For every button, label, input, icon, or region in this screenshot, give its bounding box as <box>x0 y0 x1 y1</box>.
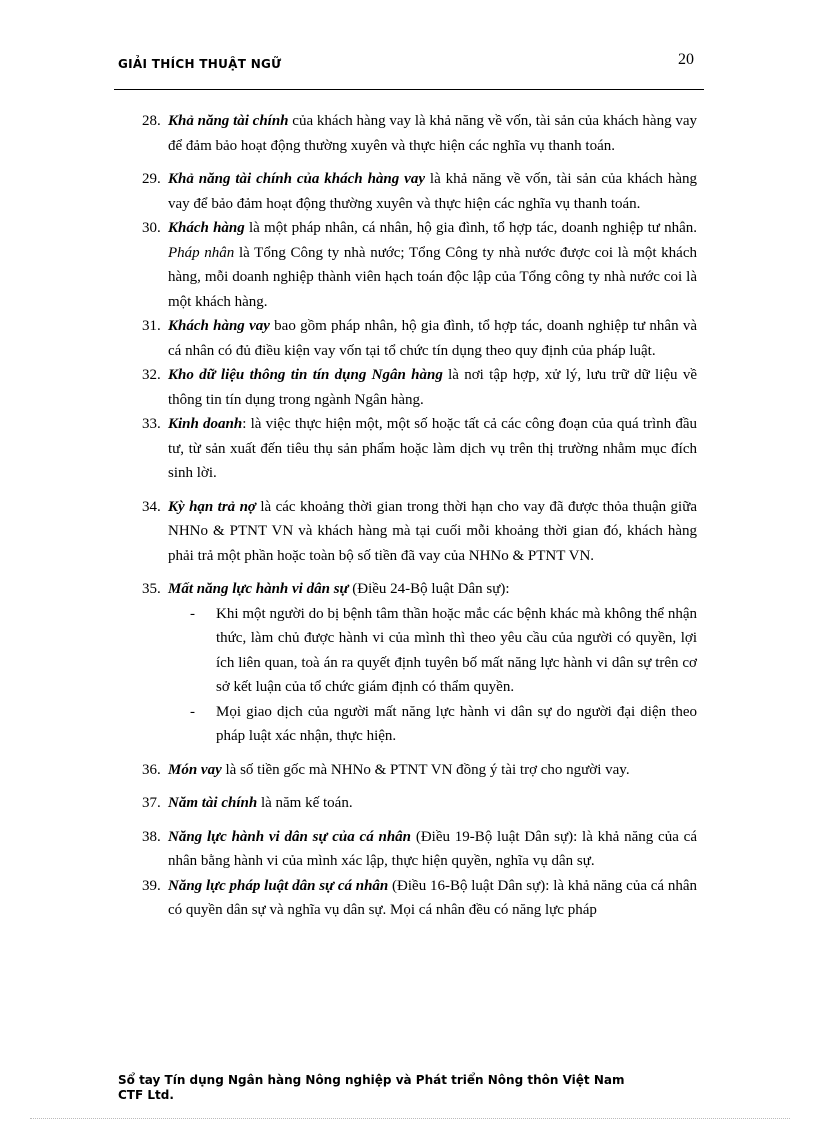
entry-definition: là khả năng về vốn, tài sản của khách hàng vay để bảo đảm hoạt động thường xuyên và thực hiện các nghĩa vụ thanh toán. <box>168 171 698 212</box>
entry-term: Kỳ hạn trả nợ <box>168 498 256 515</box>
entry-term: Năng lực hành vi dân sự của cá nhân <box>168 828 412 845</box>
entry-term: Khả năng tài chính của khách hàng vay <box>168 171 425 187</box>
entry-number: 39. <box>142 877 161 894</box>
footer-publisher: CTF Ltd. <box>118 1088 174 1102</box>
entry-definition: bao gồm pháp nhân, hộ gia đình, tổ hợp tác, doanh nghiệp tư nhân và cá nhân có đủ điều kiện vay vốn tại tổ chức tín dụng theo quy định của pháp luật. <box>168 318 697 359</box>
glossary-entry-30 <box>142 216 697 314</box>
entry-term: Khách hàng <box>168 220 245 236</box>
glossary-entry-34 <box>142 495 697 569</box>
entry-term: Năng lực pháp luật dân sự cá nhân <box>168 877 389 894</box>
list-item <box>190 700 697 749</box>
glossary-entry-33 <box>142 412 697 486</box>
entry-number: 36. <box>142 761 161 778</box>
header-divider <box>114 89 704 90</box>
list-dash: - <box>190 703 195 720</box>
entry-definition: là số tiền gốc mà NHNo & PTNT VN đồng ý tài trợ cho người vay. <box>221 761 630 778</box>
entry-definition: của khách hàng vay là khả năng về vốn, tài sản của khách hàng vay để đảm bảo hoạt động thường xuyên và thực hiện các nghĩa vụ thanh toán. <box>168 113 697 154</box>
entry-number: 34. <box>142 498 161 515</box>
entry-term: Khách hàng vay <box>168 318 270 334</box>
glossary-entry-36 <box>142 758 697 783</box>
entry-definition: : là việc thực hiện một, một số hoặc tất cả các công đoạn của quá trình đầu tư, từ sản xuất đến tiêu thụ sản phẩm hoặc làm dịch vụ trên thị trường nhằm mục đích sinh lời. <box>168 416 698 481</box>
list-item-text: Khi một người do bị bệnh tâm thần hoặc mắc các bệnh khác mà không thể nhận thức, làm chủ được hành vi của mình thì theo yêu cầu của người có quyền, lợi ích liên quan, toà án ra quyết định tuyên bố mất năng lực hành vi dân sự trên cơ sở kết luận của tổ chức giám định có thẩm quyền. <box>216 605 697 695</box>
footer-divider <box>30 1118 790 1119</box>
entry-definition: là nơi tập hợp, xử lý, lưu trữ dữ liệu về thông tin tín dụng trong ngành Ngân hàng. <box>168 367 697 408</box>
entry-number: 33. <box>142 416 161 432</box>
glossary-entry-35 <box>142 577 697 602</box>
entry-definition: là các khoảng thời gian trong thời hạn cho vay đã được thỏa thuận giữa NHNo & PTNT VN và khách hàng mà tại cuối mỗi khoảng thời gian đó, khách hàng phải trả một phần hoặc toàn bộ số tiền đã vay của NHNo & PTNT VN. <box>168 498 697 564</box>
entry-number: 35. <box>142 581 161 597</box>
entry-definition: là năm kế toán. <box>257 795 353 811</box>
entry-definition: (Điều 16-Bộ luật Dân sự): là khả năng của cá nhân có quyền dân sự và nghĩa vụ dân sự. Mọi cá nhân đều có năng lực pháp <box>168 877 697 918</box>
entry-number: 29. <box>142 171 161 187</box>
glossary-entry-39 <box>142 874 697 923</box>
glossary-entry-32 <box>142 363 697 412</box>
entry-definition: (Điều 19-Bộ luật Dân sự): là khả năng của cá nhân bằng hành vi của mình xác lập, thực hiện quyền, nghĩa vụ dân sự. <box>168 828 697 869</box>
list-item <box>190 602 697 700</box>
running-header-title: GIẢI THÍCH THUẬT NGỮ <box>118 57 282 71</box>
glossary-body <box>142 109 697 923</box>
entry-term: Mất năng lực hành vi dân sự <box>168 581 349 597</box>
list-item-text: Mọi giao dịch của người mất năng lực hành vi dân sự do người đại diện theo pháp luật xác nhận, thực hiện. <box>216 703 697 744</box>
entry-number: 30. <box>142 220 161 236</box>
footer-book-title: Sổ tay Tín dụng Ngân hàng Nông nghiệp và Phát triển Nông thôn Việt Nam <box>118 1073 625 1087</box>
list-dash: - <box>190 605 195 622</box>
entry-definition: là một pháp nhân, cá nhân, hộ gia đình, tổ hợp tác, doanh nghiệp tư nhân. <box>244 220 697 236</box>
entry-term: Năm tài chính <box>168 795 258 811</box>
entry-term: Kinh doanh <box>168 416 243 432</box>
page-footer <box>118 1073 625 1103</box>
entry-number: 32. <box>142 367 161 383</box>
entry-number: 37. <box>142 795 161 811</box>
glossary-entry-29 <box>142 167 697 216</box>
glossary-entry-37 <box>142 791 697 816</box>
glossary-entry-38 <box>142 825 697 874</box>
entry-definition: (Điều 24-Bộ luật Dân sự): <box>348 581 510 597</box>
glossary-entry-28 <box>142 109 697 158</box>
entry-term: Khả năng tài chính <box>168 113 289 129</box>
entry-definition-continued: là Tổng Công ty nhà nước; Tổng Công ty nhà nước được coi là một khách hàng, mỗi doanh nghiệp thành viên hạch toán độc lập của Tổng công ty nhà nước coi là một khách hàng. <box>168 244 697 310</box>
entry-number: 38. <box>142 828 161 845</box>
glossary-entry-31 <box>142 314 697 363</box>
entry-term: Kho dữ liệu thông tin tín dụng Ngân hàng <box>168 367 443 383</box>
entry-number: 28. <box>142 113 161 129</box>
entry-italic-term: Pháp nhân <box>168 244 235 261</box>
entry-35-subitems <box>142 602 697 749</box>
entry-number: 31. <box>142 318 161 334</box>
entry-term: Món vay <box>168 761 222 778</box>
page-number: 20 <box>678 51 694 68</box>
